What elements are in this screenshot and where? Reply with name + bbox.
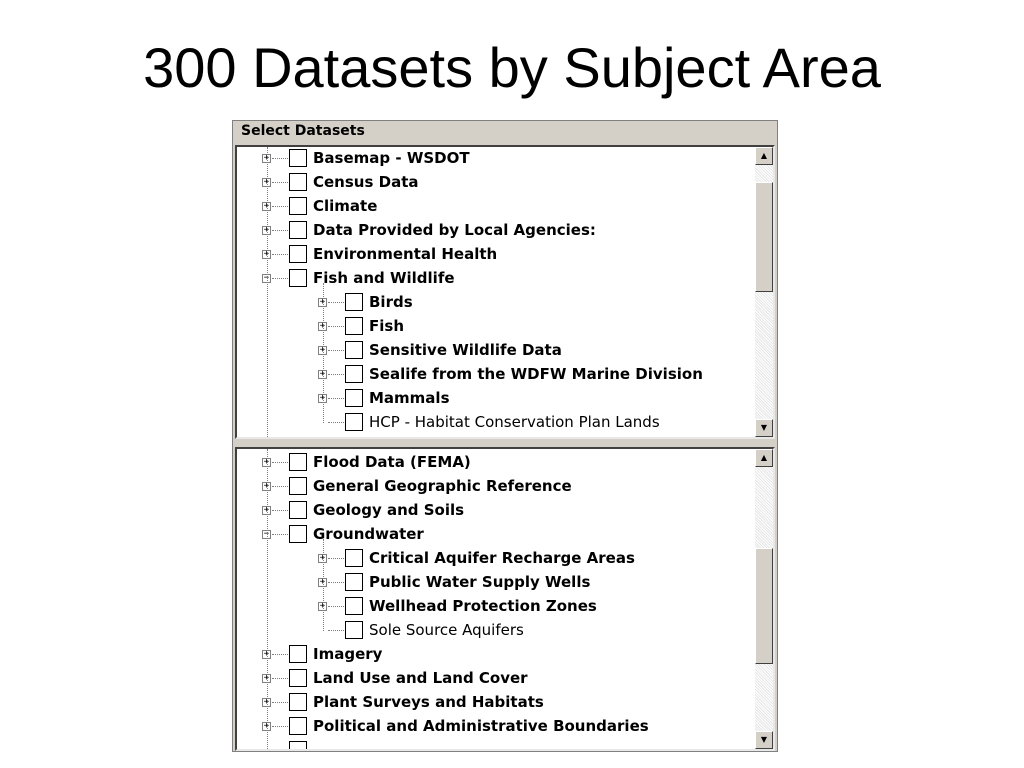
expand-icon[interactable]: +: [263, 177, 270, 187]
tree-item-label: Political and Administrative Boundaries: [313, 717, 649, 735]
tree-connector: [272, 510, 288, 511]
tree-item-label: Land Use and Land Cover: [313, 669, 528, 687]
tree-connector: [272, 750, 288, 751]
expand-icon[interactable]: +: [263, 673, 270, 683]
tree-item-label: Public Water Supply Wells: [369, 573, 591, 591]
tree-connector: [272, 158, 288, 159]
dataset-checkbox[interactable]: [289, 269, 307, 287]
dataset-tree-upper[interactable]: [235, 145, 775, 439]
dataset-checkbox[interactable]: [289, 149, 307, 167]
tree-item[interactable]: [237, 691, 753, 715]
tree-item[interactable]: [237, 547, 753, 571]
tree-item[interactable]: [237, 147, 753, 171]
tree-connector: [328, 374, 344, 375]
panel-header: Select Datasets: [241, 123, 365, 139]
dataset-checkbox[interactable]: [289, 221, 307, 239]
tree-item[interactable]: [237, 475, 753, 499]
dataset-checkbox[interactable]: [345, 573, 363, 591]
scroll-down-button[interactable]: ▼: [755, 731, 773, 749]
tree-item[interactable]: [237, 451, 753, 475]
tree-item[interactable]: [237, 291, 753, 315]
tree-connector: [328, 606, 344, 607]
dataset-checkbox[interactable]: [289, 453, 307, 471]
dataset-checkbox[interactable]: [289, 477, 307, 495]
tree-connector: [272, 678, 288, 679]
tree-connector: [272, 486, 288, 487]
dataset-checkbox[interactable]: [345, 341, 363, 359]
tree-item[interactable]: [237, 267, 753, 291]
tree-item-label: Wellhead Protection Zones: [369, 597, 597, 615]
expand-icon[interactable]: +: [263, 721, 270, 731]
tree-connector: [272, 534, 288, 535]
dataset-checkbox[interactable]: [345, 365, 363, 383]
tree-item[interactable]: [237, 387, 753, 411]
select-datasets-panel: [232, 120, 778, 752]
expand-icon[interactable]: +: [319, 393, 326, 403]
scroll-thumb[interactable]: [755, 548, 773, 664]
tree-connector: [328, 582, 344, 583]
tree-item-label: Critical Aquifer Recharge Areas: [369, 549, 635, 567]
tree-item-label: Sensitive Wildlife Data: [369, 341, 562, 359]
tree-item-label: Sealife from the WDFW Marine Division: [369, 365, 703, 383]
tree-connector: [272, 462, 288, 463]
dataset-checkbox[interactable]: [289, 245, 307, 263]
dataset-checkbox[interactable]: [289, 693, 307, 711]
tree-item-label: Census Data: [313, 173, 419, 191]
scroll-up-button[interactable]: ▲: [755, 147, 773, 165]
tree-guide-line: [323, 283, 324, 423]
tree-item-label: HCP - Habitat Conservation Plan Lands: [369, 413, 660, 431]
expand-icon[interactable]: +: [263, 649, 270, 659]
expand-icon[interactable]: +: [263, 249, 270, 259]
tree-item[interactable]: [237, 643, 753, 667]
dataset-checkbox[interactable]: [289, 741, 307, 751]
tree-connector: [328, 350, 344, 351]
dataset-checkbox[interactable]: [289, 437, 307, 439]
expand-icon[interactable]: +: [263, 153, 270, 163]
tree-connector: [272, 182, 288, 183]
expand-icon[interactable]: +: [319, 553, 326, 563]
expand-icon[interactable]: +: [263, 225, 270, 235]
vertical-scrollbar[interactable]: [755, 147, 773, 437]
tree-item[interactable]: [237, 571, 753, 595]
tree-item[interactable]: [237, 595, 753, 619]
tree-item-label: Flood Data (FEMA): [313, 453, 471, 471]
expand-icon[interactable]: +: [319, 601, 326, 611]
dataset-checkbox[interactable]: [345, 293, 363, 311]
tree-connector: [272, 654, 288, 655]
tree-item-label: Fish and Wildlife: [313, 269, 455, 287]
tree-item-label: Geology and Soils: [313, 501, 465, 519]
tree-item[interactable]: [237, 219, 753, 243]
tree-item-label: Environmental Health: [313, 245, 498, 263]
expand-icon[interactable]: +: [319, 297, 326, 307]
expand-icon[interactable]: +: [263, 505, 270, 515]
tree-guide-line: [323, 539, 324, 631]
tree-item-label: General Geographic Reference: [313, 477, 572, 495]
tree-connector: [328, 398, 344, 399]
tree-item-label: Sole Source Aquifers: [369, 621, 524, 639]
tree-item[interactable]: [237, 499, 753, 523]
dataset-checkbox[interactable]: [289, 525, 307, 543]
expand-icon[interactable]: +: [319, 369, 326, 379]
collapse-icon[interactable]: −: [263, 529, 270, 539]
tree-item[interactable]: [237, 435, 753, 439]
dataset-checkbox[interactable]: [289, 669, 307, 687]
dataset-checkbox[interactable]: [345, 317, 363, 335]
slide-title: 300 Datasets by Subject Area: [143, 36, 881, 99]
tree-item[interactable]: [237, 171, 753, 195]
expand-icon[interactable]: +: [263, 457, 270, 467]
tree-rows-lower: [237, 449, 753, 749]
tree-connector: [328, 630, 344, 631]
scroll-down-button[interactable]: ▼: [755, 419, 773, 437]
dataset-checkbox[interactable]: [345, 597, 363, 615]
tree-item[interactable]: [237, 739, 753, 751]
dataset-checkbox[interactable]: [345, 413, 363, 431]
expand-icon[interactable]: +: [263, 697, 270, 707]
tree-item[interactable]: [237, 411, 753, 435]
expand-icon[interactable]: +: [263, 481, 270, 491]
tree-item[interactable]: [237, 195, 753, 219]
tree-connector: [272, 726, 288, 727]
tree-item-label: Birds: [369, 293, 413, 311]
tree-item[interactable]: [237, 715, 753, 739]
tree-item[interactable]: [237, 667, 753, 691]
tree-item-label: Plant Surveys and Habitats: [313, 693, 544, 711]
scroll-thumb[interactable]: [755, 182, 773, 292]
tree-item[interactable]: [237, 339, 753, 363]
tree-item[interactable]: [237, 363, 753, 387]
dataset-checkbox[interactable]: [289, 501, 307, 519]
dataset-checkbox[interactable]: [345, 389, 363, 407]
scroll-up-button[interactable]: ▲: [755, 449, 773, 467]
tree-item-label: Mammals: [369, 389, 450, 407]
tree-connector: [328, 422, 344, 423]
tree-item[interactable]: [237, 619, 753, 643]
dataset-checkbox[interactable]: [289, 645, 307, 663]
dataset-checkbox[interactable]: [345, 549, 363, 567]
collapse-icon[interactable]: −: [263, 273, 270, 283]
tree-guide-line: [267, 147, 268, 437]
tree-item-label: Data Provided by Local Agencies:: [313, 221, 596, 239]
tree-connector: [272, 230, 288, 231]
tree-connector: [272, 254, 288, 255]
dataset-checkbox[interactable]: [289, 717, 307, 735]
expand-icon[interactable]: +: [319, 345, 326, 355]
tree-item[interactable]: [237, 243, 753, 267]
tree-connector: [272, 206, 288, 207]
expand-icon[interactable]: +: [319, 321, 326, 331]
tree-item-label: Climate: [313, 197, 378, 215]
dataset-checkbox[interactable]: [289, 197, 307, 215]
tree-item-label: Basemap - WSDOT: [313, 149, 470, 167]
dataset-checkbox[interactable]: [289, 173, 307, 191]
tree-rows-upper: [237, 147, 753, 437]
tree-connector: [328, 558, 344, 559]
tree-connector: [328, 302, 344, 303]
tree-item[interactable]: [237, 523, 753, 547]
dataset-checkbox[interactable]: [345, 621, 363, 639]
expand-icon[interactable]: +: [319, 577, 326, 587]
tree-connector: [272, 278, 288, 279]
tree-connector: [328, 326, 344, 327]
tree-item-label: Imagery: [313, 645, 383, 663]
dataset-tree-lower[interactable]: [235, 447, 775, 751]
tree-item[interactable]: [237, 315, 753, 339]
tree-guide-line: [267, 449, 268, 749]
tree-item-label: Fish: [369, 317, 404, 335]
tree-connector: [272, 702, 288, 703]
vertical-scrollbar[interactable]: [755, 449, 773, 749]
tree-item-label: Groundwater: [313, 525, 424, 543]
expand-icon[interactable]: +: [263, 201, 270, 211]
